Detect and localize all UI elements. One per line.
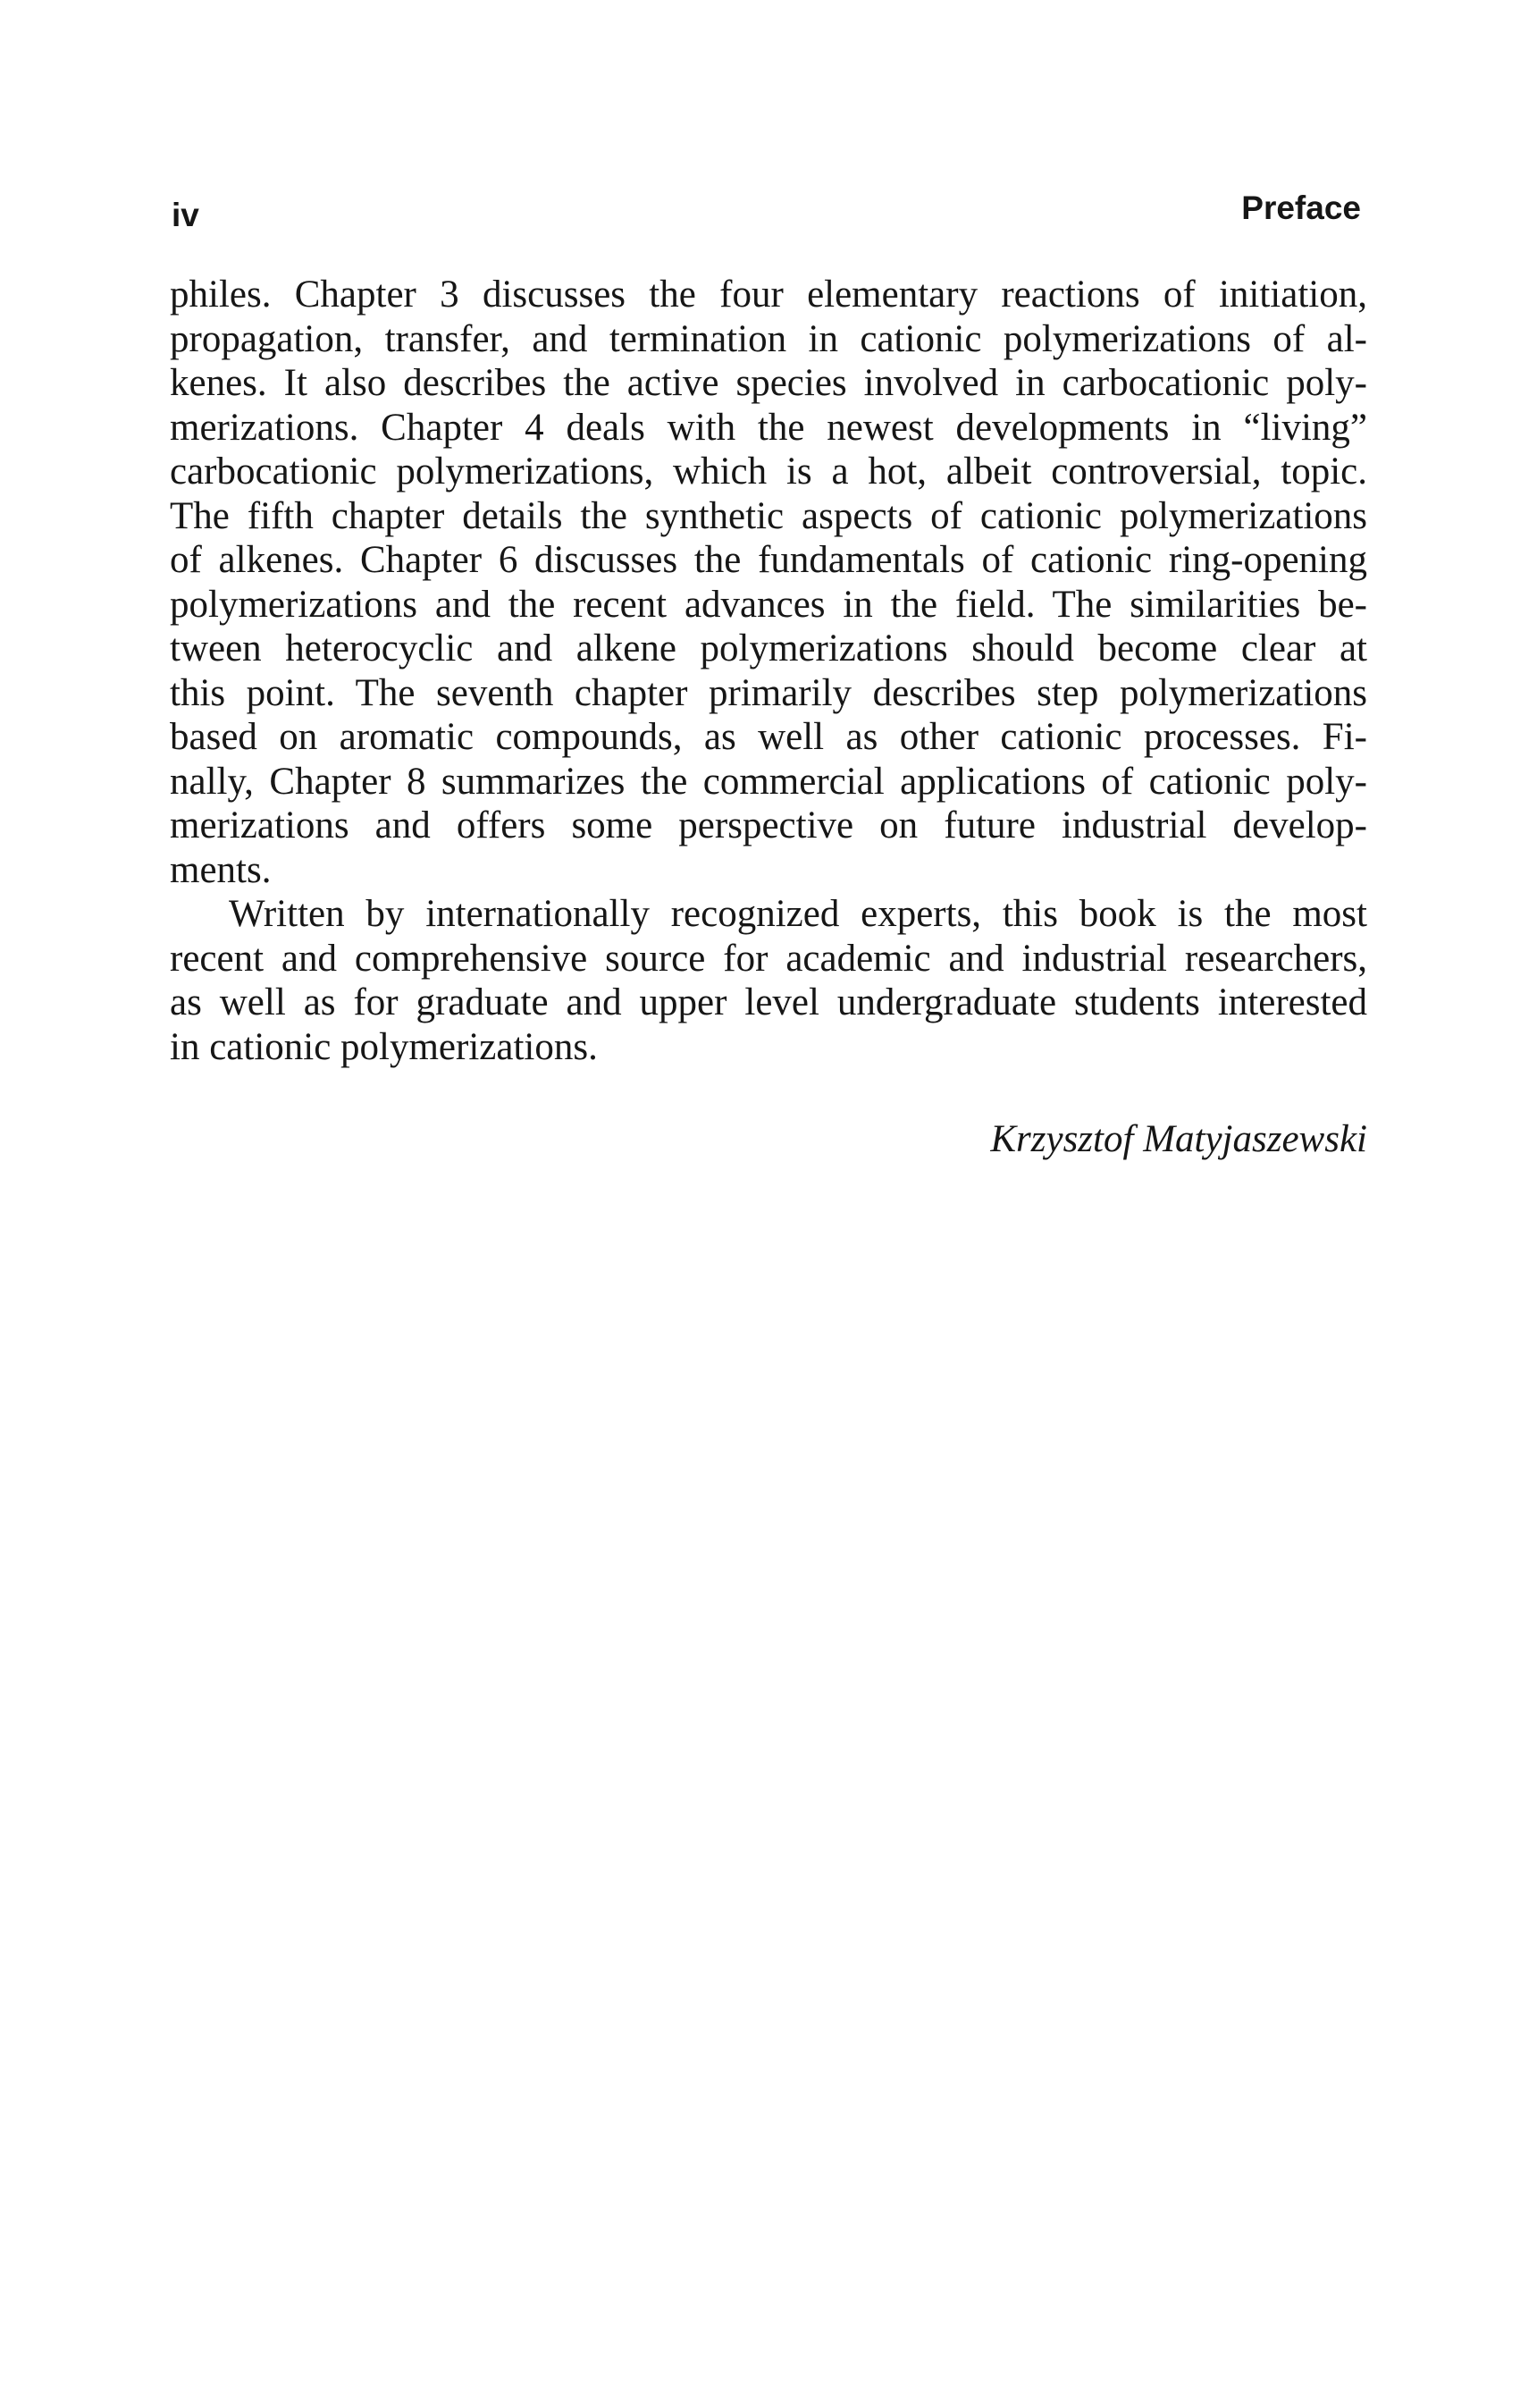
author-signature: Krzysztof Matyjaszewski bbox=[990, 1118, 1367, 1160]
text-line: philes. Chapter 3 discusses the four elementary reactions of initiation, bbox=[170, 274, 1367, 316]
text-line: The fifth chapter details the synthetic aspects of cationic polymerizations bbox=[170, 494, 1367, 537]
running-head: Preface bbox=[1241, 189, 1361, 226]
text-line: Written by internationally recognized experts, this book is the most bbox=[229, 893, 1367, 935]
text-line: carbocationic polymerizations, which is a hot, albeit controversial, topic. bbox=[170, 450, 1367, 493]
text-line: recent and comprehensive source for academic and industrial researchers, bbox=[170, 937, 1367, 980]
text-line: of alkenes. Chapter 6 discusses the fundamentals of cationic ring-opening bbox=[170, 539, 1367, 581]
paragraph bbox=[170, 892, 1367, 1069]
page-header bbox=[172, 189, 1361, 232]
text-line: polymerizations and the recent advances in the field. The similarities be- bbox=[170, 583, 1367, 626]
body-text bbox=[170, 273, 1367, 1069]
text-line: this point. The seventh chapter primarily describes step polymerizations bbox=[170, 671, 1367, 714]
text-line: merizations. Chapter 4 deals with the newest developments in “living” bbox=[170, 406, 1367, 449]
text-line: nally, Chapter 8 summarizes the commercial applications of cationic poly- bbox=[170, 760, 1367, 803]
paragraph bbox=[170, 273, 1367, 892]
page-number: iv bbox=[172, 197, 199, 233]
text-line: kenes. It also describes the active species involved in carbocationic poly- bbox=[170, 362, 1367, 404]
text-line: ments. bbox=[170, 848, 272, 891]
text-line: in cationic polymerizations. bbox=[170, 1025, 598, 1068]
text-line: propagation, transfer, and termination in cationic polymerizations of al- bbox=[170, 317, 1367, 360]
text-line: merizations and offers some perspective on future industrial develop- bbox=[170, 804, 1367, 846]
text-line: based on aromatic compounds, as well as other cationic processes. Fi- bbox=[170, 716, 1367, 758]
text-line: tween heterocyclic and alkene polymerizations should become clear at bbox=[170, 627, 1367, 669]
text-line: as well as for graduate and upper level undergraduate students interested bbox=[170, 981, 1367, 1023]
